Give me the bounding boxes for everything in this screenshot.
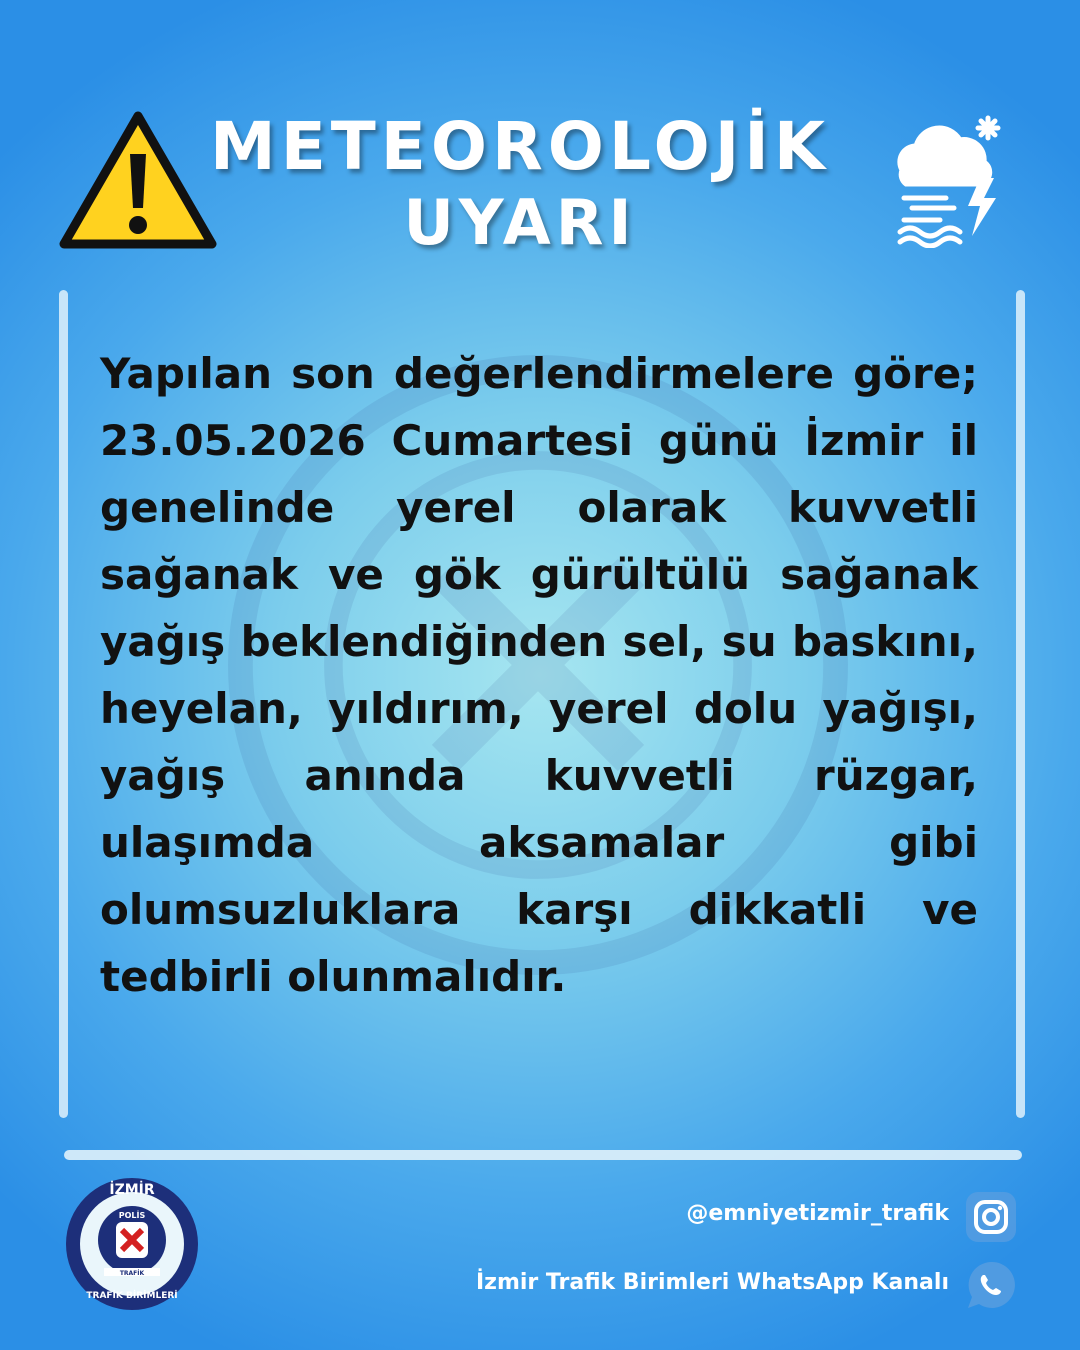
instagram-handle[interactable]: @emniyetizmir_trafik [686, 1201, 949, 1226]
logo-badge-text: POLİS [118, 1211, 146, 1220]
title-line-2: UYARI [403, 186, 637, 259]
weather-storm-icon [884, 108, 1024, 248]
whatsapp-channel-link[interactable]: İzmir Trafik Birimleri WhatsApp Kanalı [475, 1270, 949, 1295]
frame-right-line [1016, 290, 1025, 1118]
izmir-traffic-logo [64, 1176, 200, 1312]
instagram-icon[interactable] [964, 1190, 1018, 1244]
logo-bottom-text: TRAFİK BİRİMLERİ [86, 1291, 178, 1301]
title-line-1: METEOROLOJİK [210, 108, 830, 185]
whatsapp-icon[interactable] [964, 1258, 1018, 1312]
frame-left-line [59, 290, 68, 1118]
warning-message: Yapılan son değerlendirmelere göre; 23.05.2026 Cumartesi günü İzmir il genelinde yerel olarak kuvvetli sağanak ve gök gürültülü sağanak yağış beklendiğinden sel, su baskını, heyelan, yıldırım, yerel dolu yağışı, yağış anında kuvvetli rüzgar, ulaşımda aksamalar gibi olumsuzluklara karşı dikkatli ve tedbirli olunmalıdır. [100, 349, 978, 1001]
footer-divider [64, 1150, 1022, 1160]
logo-ribbon-text: TRAFİK [119, 1270, 145, 1277]
logo-top-text: İZMİR [109, 1182, 155, 1198]
